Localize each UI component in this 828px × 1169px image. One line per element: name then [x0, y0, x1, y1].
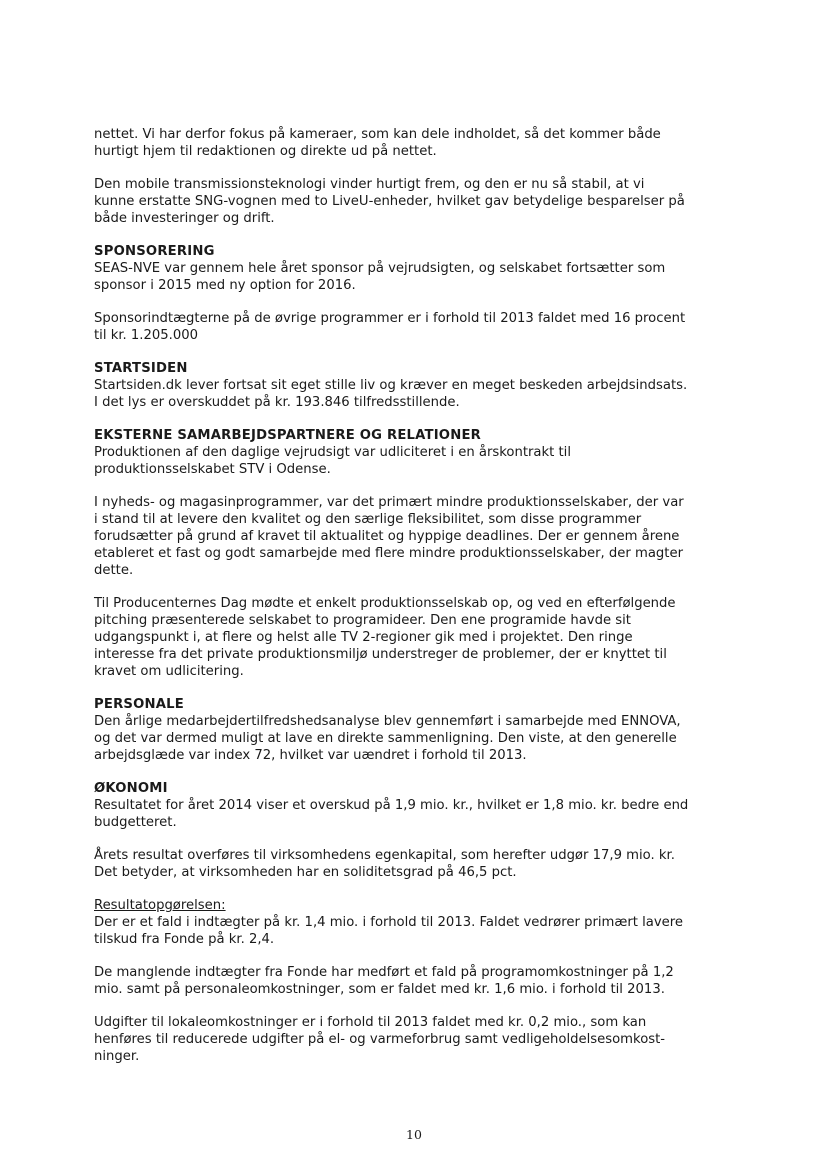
paragraph: Startsiden.dk lever fortsat sit eget stille liv og kræver en meget beskeden arbejdsindsats. I det lys er overskuddet på kr. 193.846 tilfredsstillende.: [94, 378, 688, 410]
section-heading-startsiden: STARTSIDEN: [94, 361, 188, 376]
paragraph: Produktionen af den daglige vejrudsigt var udliciteret i en årskontrakt til produktionsselskabet STV i Odense.: [94, 445, 572, 477]
paragraph: Til Producenternes Dag mødte et enkelt produktionsselskab op, og ved en efterfølgende pitching præsenterede selskabet to programideer. Den ene programide havde sit udgangspunkt i, at flere og helst alle TV 2-regioner gik med i projektet. Den ringe interesse fra det private produktionsmiljø understreger de problemer, der er knyttet til kravet om udlicitering.: [94, 596, 676, 679]
paragraph: nettet. Vi har derfor fokus på kameraer, som kan dele indholdet, så det kommer både hurtigt hjem til redaktionen og direkte ud på nettet.: [94, 127, 661, 159]
paragraph: Sponsorindtægterne på de øvrige programmer er i forhold til 2013 faldet med 16 procent til kr. 1.205.000: [94, 311, 686, 343]
paragraph: Den årlige medarbejdertilfredshedsanalyse blev gennemført i samarbejde med ENNOVA, og det var dermed muligt at lave en direkte sammenligning. Den viste, at den generelle arbejdsglæde var index 72, hvilket var uændret i forhold til 2013.: [94, 714, 681, 763]
paragraph: Udgifter til lokaleomkostninger er i forhold til 2013 faldet med kr. 0,2 mio., som kan henføres til reducerede udgifter på el- og varmeforbrug samt vedligeholdelsesomkost- ninger.: [94, 1015, 666, 1064]
paragraph: Der er et fald i indtægter på kr. 1,4 mio. i forhold til 2013. Faldet vedrører primært lavere tilskud fra Fonde på kr. 2,4.: [94, 915, 684, 947]
paragraph: Resultatet for året 2014 viser et overskud på 1,9 mio. kr., hvilket er 1,8 mio. kr. bedre end budgetteret.: [94, 798, 689, 830]
paragraph: SEAS-NVE var gennem hele året sponsor på vejrudsigten, og selskabet fortsætter som sponsor i 2015 med ny option for 2016.: [94, 261, 666, 293]
page-number: 10: [406, 1127, 422, 1142]
paragraph: Årets resultat overføres til virksomhedens egenkapital, som herefter udgør 17,9 mio. kr. Det betyder, at virksomheden har en soliditetsgrad på 46,5 pct.: [94, 848, 675, 880]
paragraph: I nyheds- og magasinprogrammer, var det primært mindre produktionsselskaber, der var i stand til at levere den kvalitet og den særlige fleksibilitet, som disse programmer forudsætter på grund af kravet til aktualitet og hyppige deadlines. Der er gennem årene etableret et fast og godt samarbejde med flere mindre produktionsselskaber, der magter dette.: [94, 495, 684, 578]
section-heading-sponsorering: SPONSORERING: [94, 244, 215, 259]
paragraph: Den mobile transmissionsteknologi vinder hurtigt frem, og den er nu så stabil, at vi kunne erstatte SNG-vognen med to LiveU-enheder, hvilket gav betydelige besparelser på både investeringer og drift.: [94, 177, 685, 226]
subheading-resultatopgorelsen: Resultatopgørelsen:: [94, 898, 226, 913]
section-heading-okonomi: ØKONOMI: [94, 781, 168, 796]
document-body: [94, 126, 734, 1081]
paragraph: De manglende indtægter fra Fonde har medført et fald på programomkostninger på 1,2 mio. samt på personaleomkostninger, som er faldet med kr. 1,6 mio. i forhold til 2013.: [94, 965, 674, 997]
section-heading-personale: PERSONALE: [94, 697, 184, 712]
section-heading-eksterne: EKSTERNE SAMARBEJDSPARTNERE OG RELATIONER: [94, 428, 482, 443]
